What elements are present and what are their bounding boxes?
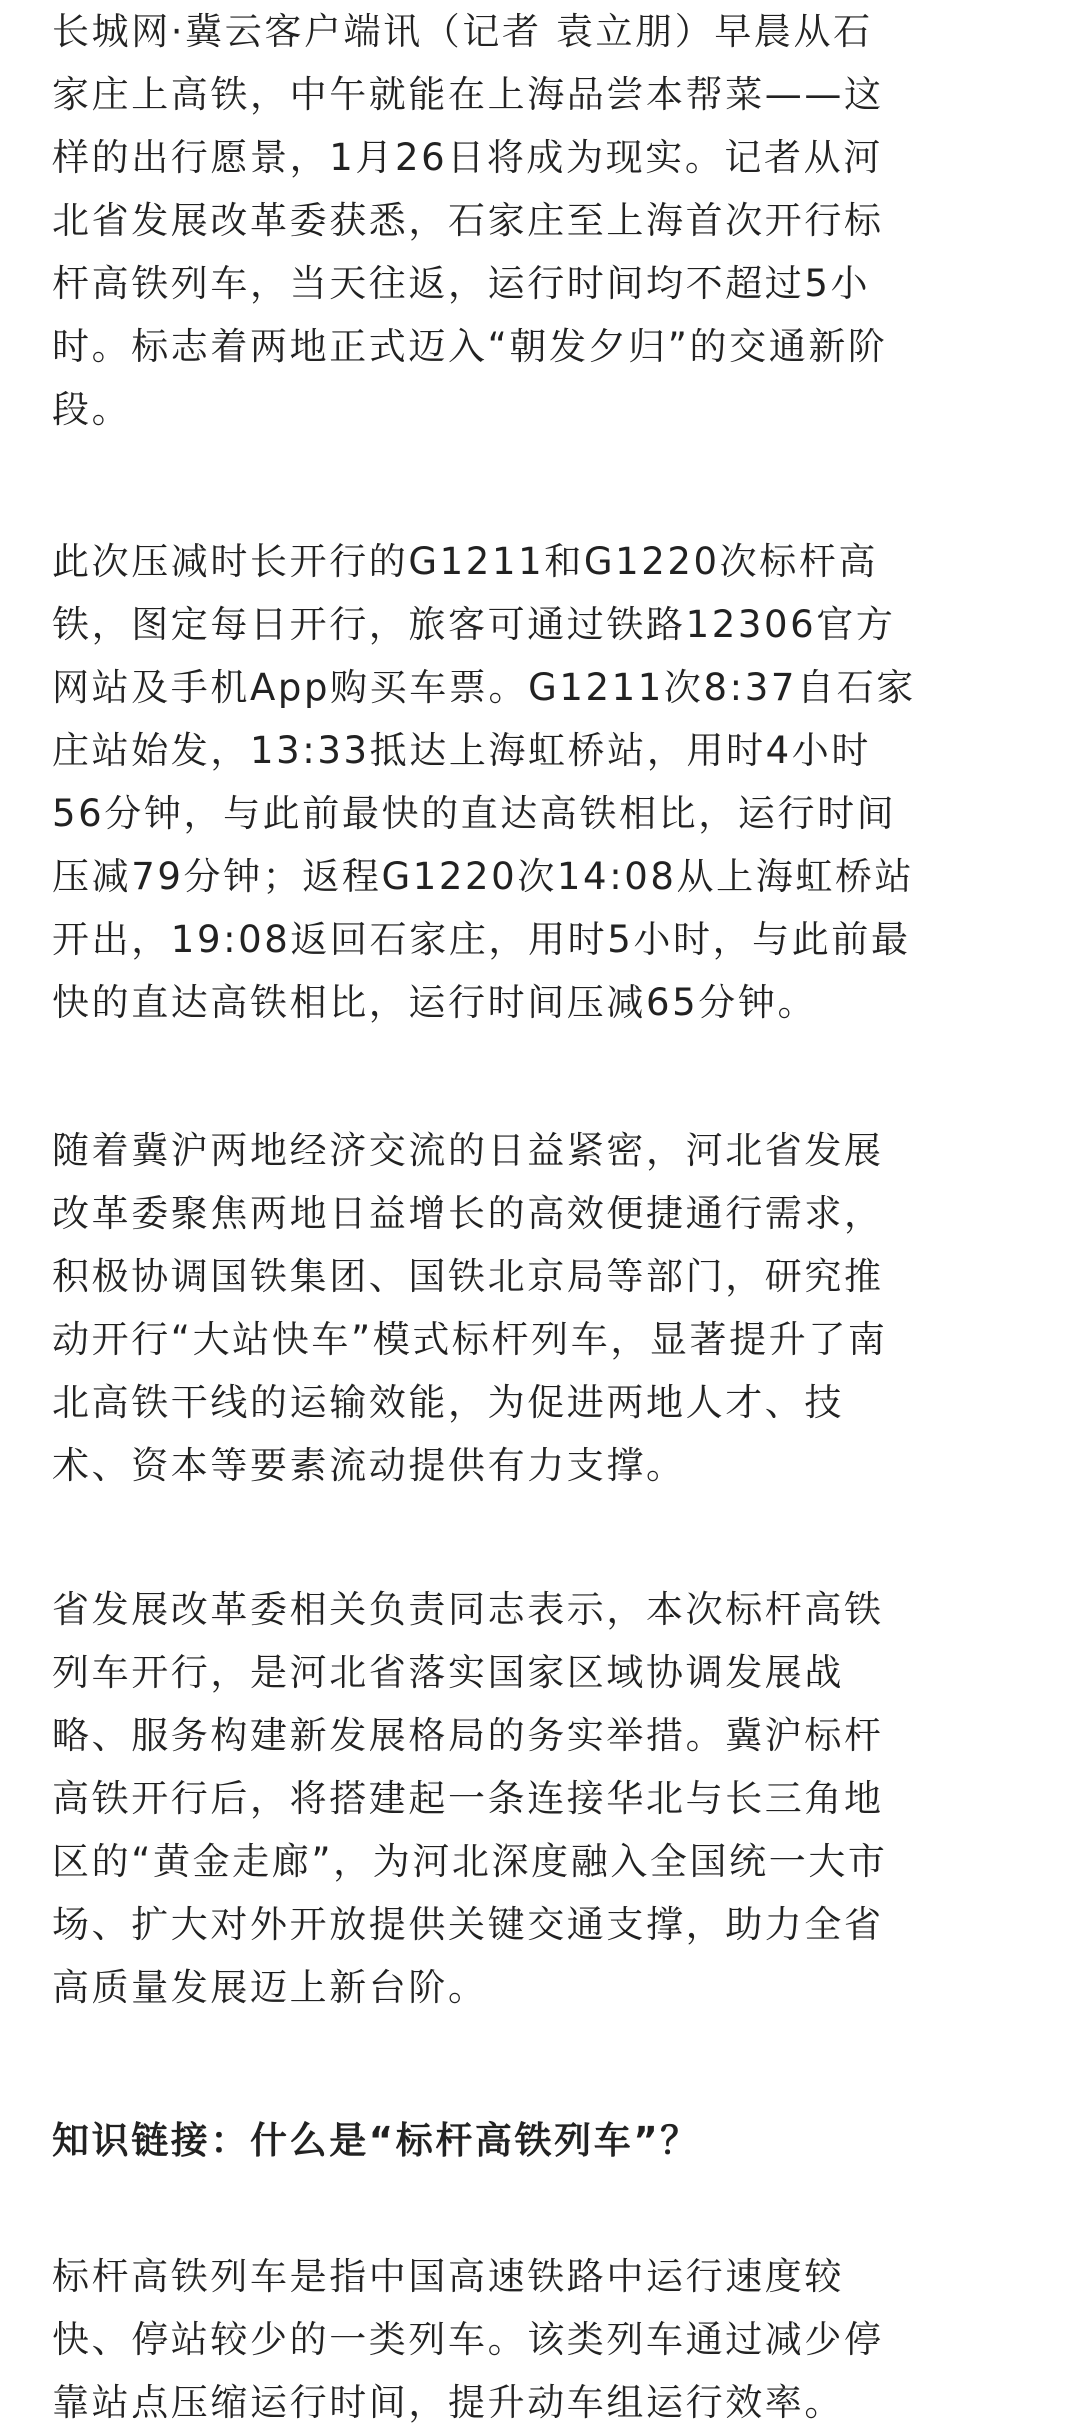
- text-line: 区的“黄金走廊”，为河北深度融入全国统一大市: [52, 1840, 888, 1883]
- text-line: 此次压减时长开行的G1211和G1220次标杆高: [52, 540, 879, 583]
- text-line: 北高铁干线的运输效能，为促进两地人才、技: [52, 1381, 844, 1424]
- text-line: 列车开行，是河北省落实国家区域协调发展战: [52, 1651, 844, 1694]
- text-line: 段。: [52, 388, 132, 431]
- text-line: 样的出行愿景，1月26日将成为现实。记者从河: [52, 136, 883, 179]
- text-line: 术、资本等要素流动提供有力支撑。: [52, 1444, 686, 1487]
- text-line: 开出，19:08返回石家庄，用时5小时，与此前最: [52, 918, 911, 961]
- text-line: 长城网·冀云客户端讯（记者 袁立朋）早晨从石: [52, 10, 873, 53]
- text-line: 杆高铁列车，当天往返，运行时间均不超过5小: [52, 262, 871, 305]
- text-line: 动开行“大站快车”模式标杆列车，显著提升了南: [52, 1318, 888, 1361]
- paragraph-official-statement: [52, 1578, 1032, 2019]
- text-line: 网站及手机App购买车票。G1211次8:37自石家: [52, 666, 916, 709]
- text-line: 压减79分钟；返程G1220次14:08从上海虹桥站: [52, 855, 915, 898]
- text-line: 庄站始发，13:33抵达上海虹桥站，用时4小时: [52, 729, 871, 772]
- text-line: 靠站点压缩运行时间，提升动车组运行效率。: [52, 2381, 844, 2424]
- text-line: 省发展改革委相关负责同志表示，本次标杆高铁: [52, 1588, 884, 1631]
- text-line: 铁，图定每日开行，旅客可通过铁路12306官方: [52, 603, 896, 646]
- text-line: 高铁开行后，将搭建起一条连接华北与长三角地: [52, 1777, 884, 1820]
- paragraph-intro: [52, 0, 1032, 441]
- text-line: 家庄上高铁，中午就能在上海品尝本帮菜——这: [52, 73, 884, 116]
- text-line: 略、服务构建新发展格局的务实举措。冀沪标杆: [52, 1714, 884, 1757]
- paragraph-knowledge-link: [52, 2245, 1032, 2434]
- text-line: 改革委聚焦两地日益增长的高效便捷通行需求，: [52, 1192, 884, 1235]
- text-line: 标杆高铁列车是指中国高速铁路中运行速度较: [52, 2255, 844, 2298]
- text-line: 随着冀沪两地经济交流的日益紧密，河北省发展: [52, 1129, 884, 1172]
- text-line: 积极协调国铁集团、国铁北京局等部门，研究推: [52, 1255, 884, 1298]
- paragraph-cooperation: [52, 1119, 1032, 1497]
- text-line: 北省发展改革委获悉，石家庄至上海首次开行标: [52, 199, 884, 242]
- text-line: 高质量发展迈上新台阶。: [52, 1966, 488, 2009]
- knowledge-link-heading: [52, 2109, 1032, 2172]
- paragraph-schedule: [52, 530, 1032, 1034]
- text-line: 快、停站较少的一类列车。该类列车通过减少停: [52, 2318, 884, 2361]
- heading-text: 知识链接：什么是“标杆高铁列车”？: [52, 2119, 700, 2162]
- text-line: 时。标志着两地正式迈入“朝发夕归”的交通新阶: [52, 325, 888, 368]
- text-line: 快的直达高铁相比，运行时间压减65分钟。: [52, 981, 818, 1024]
- text-line: 56分钟，与此前最快的直达高铁相比，运行时间: [52, 792, 897, 835]
- text-line: 场、扩大对外开放提供关键交通支撑，助力全省: [52, 1903, 884, 1946]
